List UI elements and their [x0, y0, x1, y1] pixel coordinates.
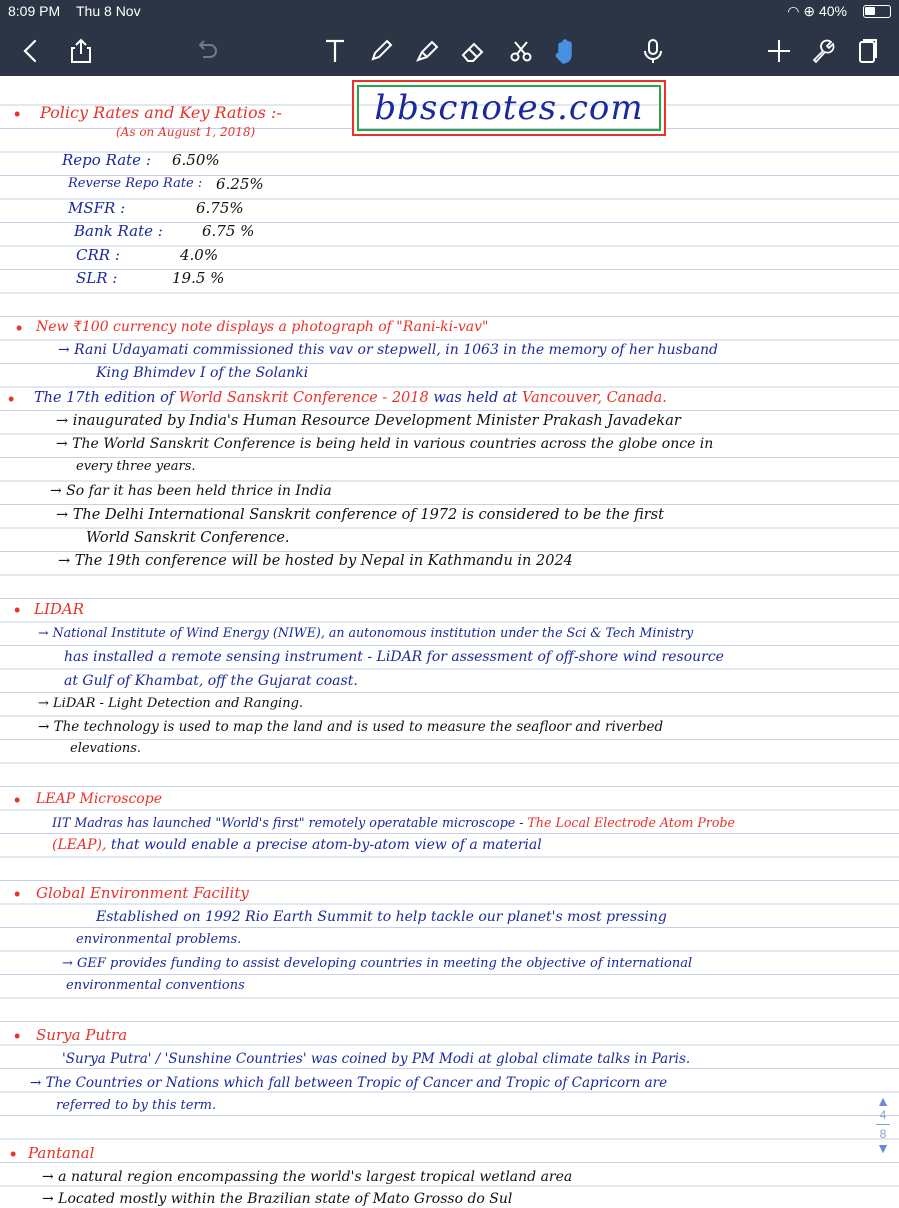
pages-icon — [853, 37, 881, 65]
settings-button[interactable] — [806, 34, 840, 68]
note-line: King Bhimdev I of the Solanki — [96, 365, 309, 381]
status-battery-text: ◠ ⊕ 40% — [787, 3, 847, 19]
text-tool-icon — [321, 37, 349, 65]
section-title-sanskrit: The 17th edition of World Sanskrit Conference - 2018 was held at Vancouver, Canada. — [34, 390, 667, 406]
note-line: 'Surya Putra' / 'Sunshine Countries' was coined by PM Modi at global climate talks in Paris. — [62, 1051, 691, 1067]
note-line: IIT Madras has launched "World's first" remotely operatable microscope - The Local Electrode Atom Probe — [52, 815, 735, 830]
note-line: environmental conventions — [66, 978, 245, 993]
note-line: → Rani Udayamati commissioned this vav or stepwell, in 1063 in the memory of her husband — [58, 342, 718, 358]
microphone-button[interactable] — [636, 34, 670, 68]
rate-value: 6.75 % — [202, 222, 255, 240]
rate-value: 6.25% — [216, 175, 264, 193]
undo-button[interactable] — [190, 34, 224, 68]
note-line: → The 19th conference will be hosted by Nepal in Kathmandu in 2024 — [58, 553, 573, 569]
wifi-icon: ◠ — [787, 3, 800, 19]
bullet: • — [14, 884, 21, 904]
app-header — [0, 0, 899, 76]
rate-value: 19.5 % — [172, 269, 225, 287]
highlighter-tool-button[interactable] — [410, 34, 444, 68]
bullet: • — [14, 1026, 21, 1046]
add-icon — [765, 37, 793, 65]
note-line: World Sanskrit Conference. — [86, 530, 290, 546]
rate-value: 6.50% — [172, 151, 220, 169]
pages-view-button[interactable] — [850, 34, 884, 68]
bullet: • — [8, 389, 15, 409]
back-icon — [17, 37, 45, 65]
pen-icon — [367, 37, 395, 65]
note-line: → a natural region encompassing the world's largest tropical wetland area — [42, 1169, 573, 1185]
note-line: → The Delhi International Sanskrit conference of 1972 is considered to be the first — [56, 507, 664, 523]
hand-icon — [551, 37, 579, 65]
bullet: • — [14, 600, 21, 620]
page-indicator — [873, 1094, 893, 1155]
pen-tool-button[interactable] — [364, 34, 398, 68]
bullet: • — [14, 104, 21, 124]
rate-label: SLR : — [76, 269, 118, 287]
note-line: environmental problems. — [76, 932, 242, 947]
note-line: → The Countries or Nations which fall between Tropic of Cancer and Tropic of Capricorn are — [30, 1075, 668, 1091]
share-button[interactable] — [64, 34, 98, 68]
highlighter-icon — [413, 37, 441, 65]
eraser-icon — [459, 37, 487, 65]
rate-label: Repo Rate : — [62, 151, 151, 169]
note-line: (LEAP), that would enable a precise atom-by-atom view of a material — [52, 837, 542, 853]
note-line: every three years. — [76, 459, 196, 474]
back-button[interactable] — [14, 34, 48, 68]
rate-value: 4.0% — [180, 246, 219, 264]
lasso-tool-button[interactable] — [504, 34, 538, 68]
share-icon — [67, 37, 95, 65]
undo-icon — [193, 37, 221, 65]
note-line: → GEF provides funding to assist developing countries in meeting the objective of international — [62, 956, 693, 971]
battery-icon — [863, 5, 891, 18]
bullet: • — [16, 318, 23, 338]
note-line: elevations. — [70, 741, 142, 756]
note-line: has installed a remote sensing instrument - LiDAR for assessment of off-shore wind resource — [64, 649, 724, 665]
section-title-leap: LEAP Microscope — [36, 791, 162, 807]
section-title-rani: New ₹100 currency note displays a photograph of "Rani-ki-vav" — [36, 319, 489, 335]
note-line: → inaugurated by India's Human Resource Development Minister Prakash Javadekar — [56, 413, 681, 429]
note-line: referred to by this term. — [56, 1098, 217, 1113]
note-line: → National Institute of Wind Energy (NIWE), an autonomous institution under the Sci & Tech Ministry — [38, 625, 694, 640]
rate-value: 6.75% — [196, 199, 244, 217]
orientation-lock-icon: ⊕ — [803, 3, 816, 19]
page-up-icon[interactable]: ▲ — [876, 1093, 890, 1109]
note-line: → The technology is used to map the land and is used to measure the seafloor and riverbed — [38, 719, 664, 735]
page-down-icon[interactable]: ▼ — [876, 1140, 890, 1156]
status-bar — [0, 0, 899, 24]
rate-label: Reverse Repo Rate : — [68, 176, 203, 191]
total-pages: 8 — [879, 1127, 887, 1141]
add-page-button[interactable] — [762, 34, 796, 68]
section-title-surya: Surya Putra — [36, 1026, 128, 1044]
lasso-icon — [507, 37, 535, 65]
status-time: 8:09 PM — [8, 3, 61, 19]
status-date: Thu 8 Nov — [76, 3, 141, 19]
rate-label: MSFR : — [68, 199, 126, 217]
note-line: → Located mostly within the Brazilian state of Mato Grosso do Sul — [42, 1191, 513, 1207]
note-line: → So far it has been held thrice in India — [50, 483, 332, 499]
note-line: → LiDAR - Light Detection and Ranging. — [38, 696, 304, 711]
note-line: Established on 1992 Rio Earth Summit to help tackle our planet's most pressing — [96, 909, 667, 925]
text-tool-button[interactable] — [318, 34, 352, 68]
bullet: • — [10, 1144, 17, 1164]
hand-tool-button[interactable] — [548, 34, 582, 68]
toolbar — [0, 24, 899, 76]
bullet: • — [14, 790, 21, 810]
policy-subtitle: (As on August 1, 2018) — [116, 125, 256, 139]
watermark-logo: bbscnotes.com — [352, 80, 666, 136]
rate-label: Bank Rate : — [74, 222, 163, 240]
note-line: at Gulf of Khambat, off the Gujarat coast. — [64, 673, 358, 689]
note-line: → The World Sanskrit Conference is being held in various countries across the globe once in — [56, 436, 714, 452]
wrench-icon — [809, 37, 837, 65]
mic-icon — [639, 37, 667, 65]
section-title-lidar: LIDAR — [34, 600, 85, 618]
section-title-policy: Policy Rates and Key Ratios :- — [40, 103, 282, 122]
section-title-gef: Global Environment Facility — [36, 884, 249, 902]
rate-label: CRR : — [76, 246, 120, 264]
eraser-tool-button[interactable] — [456, 34, 490, 68]
current-page: 4 — [879, 1108, 887, 1122]
section-title-pantanal: Pantanal — [28, 1144, 95, 1162]
